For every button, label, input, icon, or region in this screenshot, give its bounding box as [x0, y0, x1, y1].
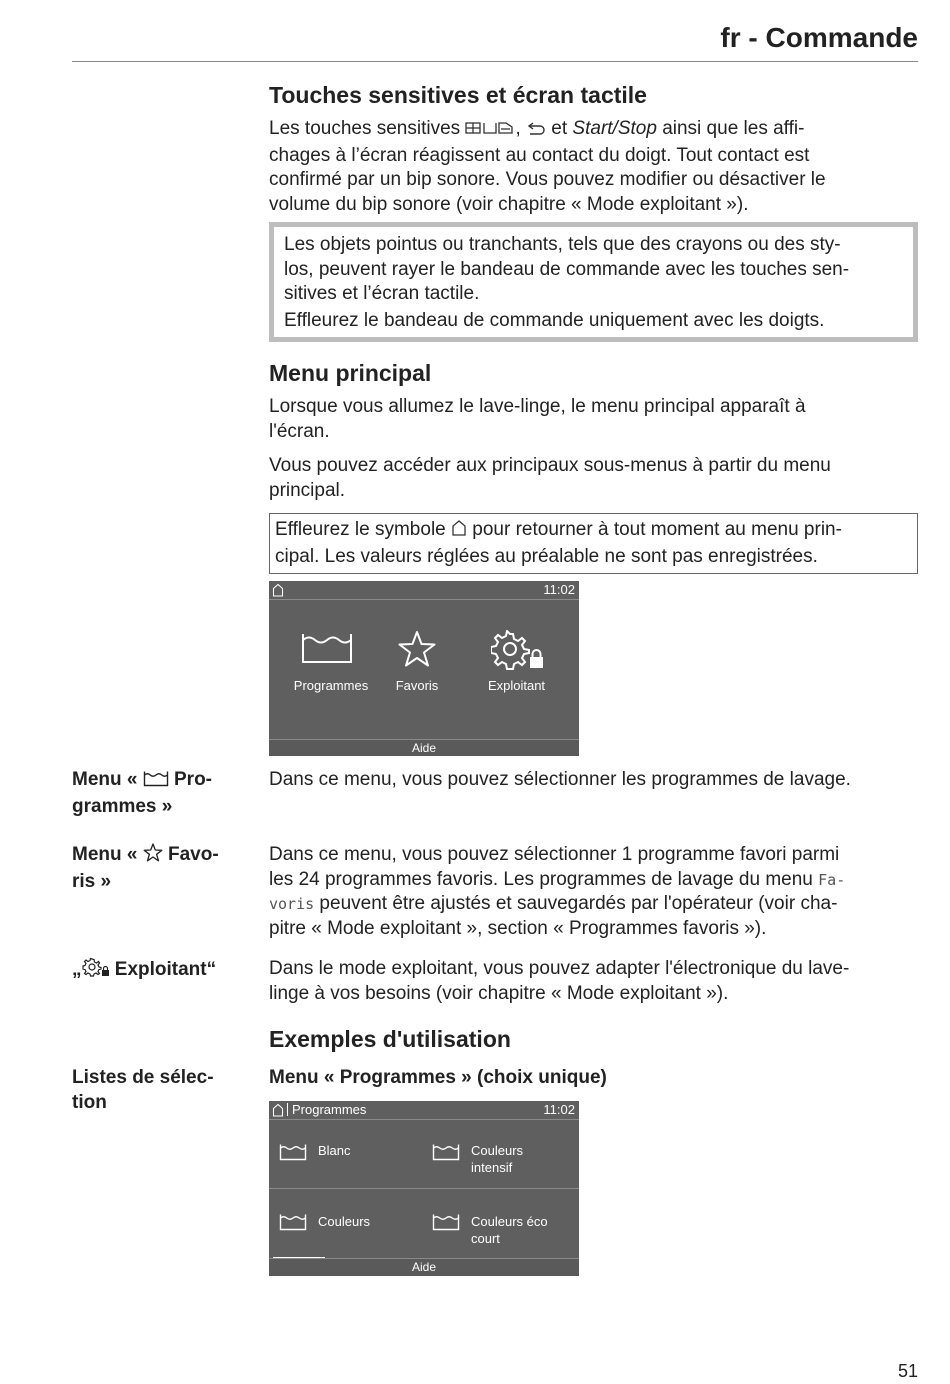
- paragraph-line: volume du bip sonore (voir chapitre « Mode exploitant »).: [269, 193, 749, 215]
- main-menu-screen: [269, 581, 579, 756]
- program-buttons-icon: [465, 119, 515, 144]
- page-header-title: fr - Commande: [720, 22, 918, 53]
- paragraph-line: l'écran.: [269, 420, 330, 442]
- text-run: Pro-: [168, 769, 213, 790]
- paragraph-line: principal.: [269, 479, 346, 501]
- wash-tub-icon: [432, 1213, 460, 1231]
- gear-lock-icon: [82, 957, 110, 985]
- paragraph-line: Vous pouvez accéder aux principaux sous-menus à partir du menu: [269, 455, 831, 476]
- favoris-menu-tile[interactable]: [382, 626, 452, 726]
- paragraph-line: Dans ce menu, vous pouvez sélectionner 1 programme favori parmi: [269, 844, 840, 865]
- text-run: Les touches sensitives: [269, 118, 466, 139]
- program-label-line: court: [471, 1231, 500, 1246]
- exploitant-label: Exploitant: [487, 678, 546, 693]
- program-item-blanc[interactable]: [269, 1131, 424, 1181]
- wash-tub-icon: [279, 1143, 307, 1161]
- text-run: et: [546, 118, 573, 139]
- aide-button[interactable]: Aide: [269, 1258, 579, 1276]
- favoris-description: [269, 843, 919, 941]
- wash-tub-icon: [432, 1143, 460, 1161]
- text-run: Exploitant“: [109, 959, 217, 980]
- exploitant-menu-tile[interactable]: [474, 626, 559, 726]
- screen-title: Programmes: [292, 1102, 367, 1117]
- program-item-couleurs[interactable]: [269, 1201, 424, 1251]
- paragraph-line: chages à l’écran réagissent au contact du doigt. Tout contact est: [269, 144, 810, 166]
- section-heading-touches: Touches sensitives et écran tactile: [269, 82, 647, 108]
- warning-line: sitives et l’écran tactile.: [284, 283, 480, 304]
- program-label: [471, 1142, 523, 1176]
- section-heading-menu-principal: Menu principal: [269, 360, 432, 386]
- wash-tub-icon: [143, 770, 169, 795]
- note-line: cipal. Les valeurs réglées au préalable ne sont pas enregistrées.: [275, 545, 818, 567]
- side-label-line: tion: [72, 1091, 107, 1113]
- program-item-couleurs-intensif[interactable]: [424, 1131, 579, 1181]
- program-label-line: intensif: [471, 1160, 513, 1175]
- row-divider: [269, 1188, 579, 1189]
- text-run: Menu «: [72, 844, 143, 865]
- back-arrow-icon: [526, 119, 546, 144]
- gear-lock-icon: [491, 630, 547, 672]
- text-run: Effleurez le symbole: [275, 519, 452, 540]
- favoris-label: Favoris: [395, 678, 439, 693]
- home-icon[interactable]: [272, 1103, 284, 1122]
- subheading-programmes-choix: Menu « Programmes » (choix unique): [269, 1067, 607, 1088]
- program-label: Couleurs: [318, 1214, 371, 1229]
- paragraph-line: [269, 117, 919, 144]
- header-divider: [72, 61, 918, 62]
- paragraph-line: confirmé par un bip sonore. Vous pouvez modifier ou désactiver le: [269, 169, 826, 190]
- program-item-couleurs-eco-court[interactable]: [424, 1201, 579, 1251]
- note-box: [269, 513, 918, 574]
- home-icon[interactable]: [272, 583, 284, 602]
- paragraph-line: linge à vos besoins (voir chapitre « Mode exploitant »).: [269, 982, 729, 1004]
- text-run: Favo-: [162, 844, 219, 865]
- section-heading-exemples: Exemples d'utilisation: [269, 1026, 511, 1052]
- warning-line: Les objets pointus ou tranchants, tels que des crayons ou des sty-: [284, 234, 841, 255]
- section-touches-paragraph: [269, 117, 919, 217]
- paragraph-line: Dans le mode exploitant, vous pouvez adapter l'électronique du lave-: [269, 958, 850, 979]
- warning-line: Effleurez le bandeau de commande uniquement avec les doigts.: [284, 309, 825, 331]
- paragraph-line: Lorsque vous allumez le lave-linge, le menu principal apparaît à: [269, 396, 806, 417]
- wash-tub-icon: [279, 1213, 307, 1231]
- side-label-exploitant: [72, 957, 216, 985]
- page-number: 51: [897, 1361, 918, 1381]
- screen-status-bar: [269, 1101, 579, 1120]
- menu-principal-paragraph-2: [269, 454, 831, 503]
- programmes-label: Programmes: [293, 678, 369, 693]
- programmes-description: Dans ce menu, vous pouvez sélectionner les programmes de lavage.: [269, 769, 851, 790]
- favoris-display-text: voris: [269, 895, 315, 913]
- paragraph-line: [269, 868, 919, 893]
- aide-button[interactable]: Aide: [269, 739, 579, 756]
- menu-principal-paragraph-1: [269, 395, 806, 444]
- side-label-line: [72, 768, 212, 795]
- warning-box: [269, 222, 918, 342]
- home-icon: [451, 519, 467, 545]
- side-label-line: Listes de sélec-: [72, 1067, 214, 1088]
- text-run: Menu «: [72, 769, 143, 790]
- side-label-line: grammes »: [72, 795, 173, 817]
- text-run: pour retourner à tout moment au menu prin-: [467, 519, 842, 540]
- wash-tub-icon: [301, 632, 353, 666]
- paragraph-line: [269, 892, 919, 917]
- programmes-list-screen: [269, 1101, 579, 1276]
- side-label-line: ris »: [72, 870, 112, 892]
- title-separator: [287, 1103, 288, 1116]
- exploitant-description: [269, 957, 919, 1006]
- warning-line: los, peuvent rayer le bandeau de commande avec les touches sen-: [284, 258, 850, 280]
- text-run: les 24 programmes favoris. Les programmes de lavage du menu: [269, 868, 819, 890]
- programmes-menu-tile[interactable]: [281, 626, 381, 726]
- text-run: peuvent être ajustés et sauvegardés par l'opérateur (voir cha-: [314, 893, 838, 914]
- favoris-display-text: Fa-: [818, 870, 846, 889]
- note-line: [275, 518, 912, 545]
- text-run: ,: [515, 118, 527, 139]
- side-label-listes: [72, 1066, 214, 1115]
- text-run: „: [72, 959, 82, 980]
- side-label-programmes: [72, 768, 212, 819]
- program-label: Blanc: [318, 1143, 351, 1158]
- side-label-line: [72, 843, 219, 870]
- star-icon: [143, 843, 163, 870]
- star-icon: [397, 630, 437, 668]
- program-label: [471, 1213, 548, 1247]
- screen-status-bar: [269, 581, 579, 600]
- screen-time: 11:02: [543, 1102, 575, 1117]
- screen-time: 11:02: [543, 582, 575, 597]
- program-label-line: Couleurs: [471, 1143, 524, 1158]
- program-label-line: Couleurs éco: [471, 1214, 548, 1229]
- side-label-favoris: [72, 843, 219, 894]
- start-stop-label: Start/Stop: [572, 118, 657, 139]
- paragraph-line: pitre « Mode exploitant », section « Programmes favoris »).: [269, 917, 767, 939]
- text-run: ainsi que les affi-: [656, 118, 805, 139]
